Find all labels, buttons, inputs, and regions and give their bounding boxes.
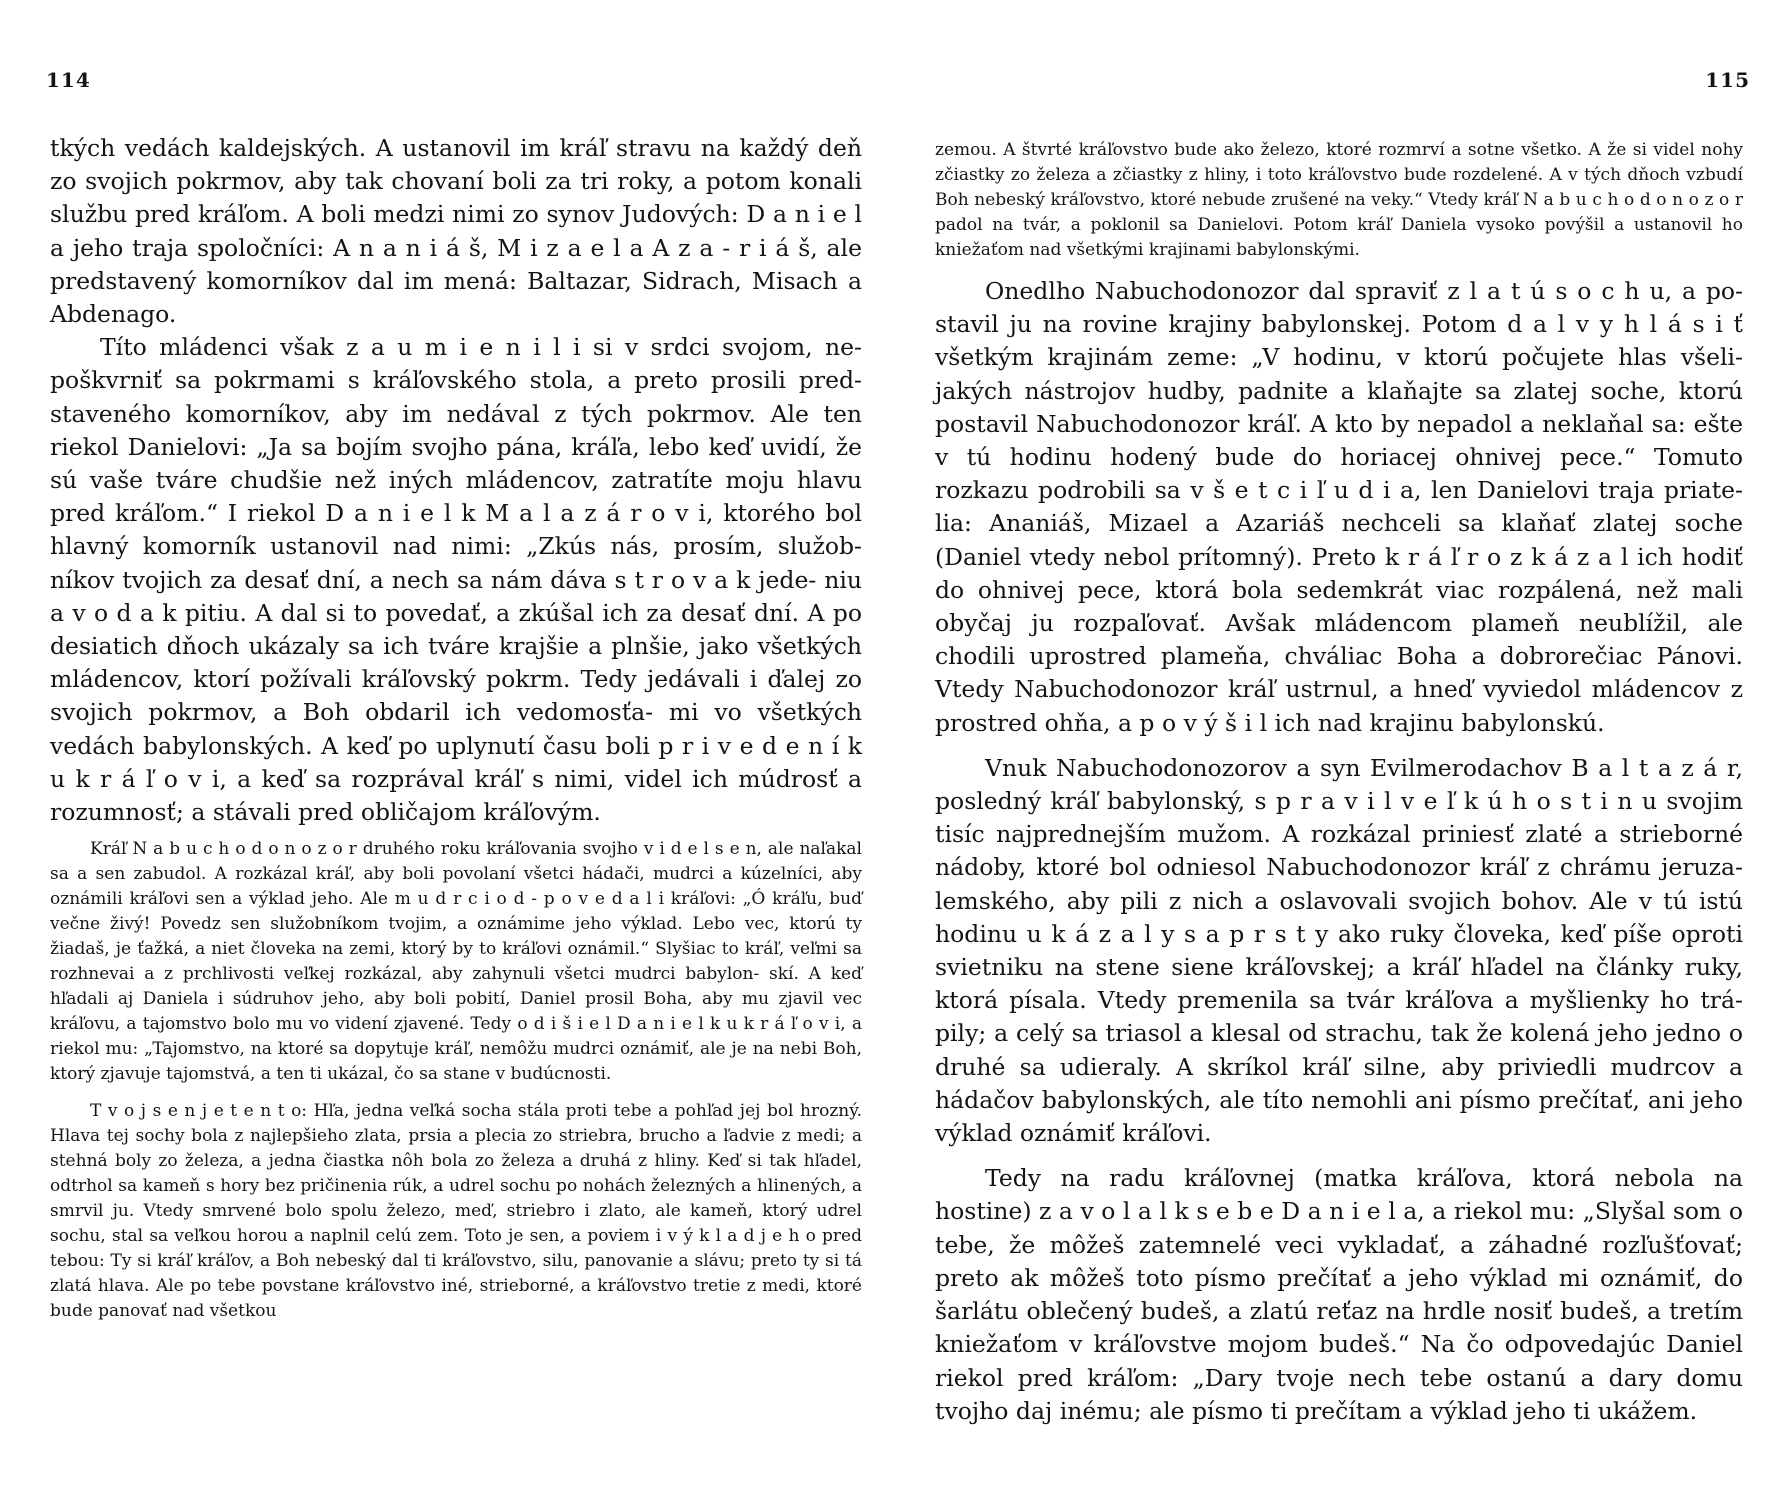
- paragraph: Kráľ N a b u c h o d o n o z o r druhého roku kráľovania svojho v i d e l s e n, ale naľakal sa a sen zabudol. A rozkázal kráľ, aby boli povolaní všetci hádači, mudrci a kúzelníci, aby oznámili kráľovi sen a výklad jeho. Ale m u d r c i o d - p o v e d a l i kráľovi: „Ó kráľu, buď večne živý! Povedz sen služobníkom tvojim, a oznámime jeho výklad. Lebo vec, ktorú ty žiadaš, je ťažká, a niet človeka na zemi, ktorý by to kráľovi oznámil.“ Slyšiac to kráľ, veľmi sa rozhnevai a z prchlivosti veľkej rozkázal, aby zahynuli všetci mudrci babylon- skí. A keď hľadali aj Daniela i súdruhov jeho, aby boli pobití, Daniel prosil Boha, aby mu zjavil vec kráľovu, a tajomstvo bolo mu vo videní zjavené. Tedy o d i š i e l D a n i e l k u k r á ľ o v i, a riekol mu: „Tajomstvo, na ktoré sa dopytuje kráľ, nemôžu mudrci oznámiť, ale je na nebi Boh, ktorý zjavuje tajomstvá, a ten ti ukázal, čo sa stane v budúcnosti.: [50, 839, 862, 1085]
- left-text-column: [50, 132, 862, 1324]
- paragraph: Onedlho Nabuchodonozor dal spraviť z l a t ú s o c h u, a po- stavil ju na rovine krajiny babylonskej. Potom d a l v y h l á s i ť všetkým krajinám zeme: „V hodinu, v ktorú počujete hlas všeli- jakých nástrojov hudby, padnite a klaňajte sa zlatej soche, ktorú postavil Nabuchodonozor kráľ. A kto by nepadol a neklaňal sa: ešte v tú hodinu hodený bude do horiacej ohnivej pece.“ Tomuto rozkazu podrobili sa v š e t c i ľ u d i a, len Danielovi traja priate- lia: Ananiáš, Mizael a Azariáš nechceli sa klaňať zlatej soche (Daniel vtedy nebol prítomný). Preto k r á ľ r o z k á z a l ich hodiť do ohnivej pece, ktorá bola sedemkrát viac rozpálená, než mali obyčaj ju rozpaľovať. Avšak mládencom plameň neublížil, ale chodili uprostred plameňa, chváliac Boha a dobrorečiac Pánovi. Vtedy Nabuchodonozor kráľ ustrnul, a hneď vyviedol mládencov z prostred ohňa, a p o v ý š i l ich nad krajinu babylonskú.: [935, 277, 1743, 737]
- paragraph: Tedy na radu kráľovnej (matka kráľova, ktorá nebola na hostine) z a v o l a l k s e b e D a n i e l a, a riekol mu: „Slyšal som o tebe, že môžeš zatemnelé veci vykladať, a záhadné rozľušťovať; preto ak môžeš toto písmo prečítať a jeho výklad mi oznámiť, do šarlátu oblečený budeš, a zlatú reťaz na hrdle nosiť budeš, a tretím kniežaťom v kráľovstve mojom budeš.“ Na čo odpovedajúc Daniel riekol pred kráľom: „Dary tvoje nech tebe ostanú a dary domu tvojho daj inému; ale písmo ti prečítam a výklad jeho ti ukážem.: [935, 1164, 1743, 1425]
- paragraph: T v o j s e n j e t e n t o: Hľa, jedna veľká socha stála proti tebe a pohľad jej bol hrozný. Hlava tej sochy bola z najlepšieho zlata, prsia a plecia zo striebra, brucho a ľadvie z medi; a stehná boly zo železa, a jedna čiastka nôh bola zo železa a druhá z hliny. Keď si tak hľadel, odtrhol sa kameň s hory bez pričinenia rúk, a udrel sochu po nohách železných a hlinených, a smrvil ju. Vtedy smrvené bolo spolu železo, meď, striebro i zlato, ale kameň, ktorý udrel sochu, stal sa veľkou horou a naplnil celú zem. Toto je sen, a poviem i v ý k l a d j e h o pred tebou: Ty si kráľ kráľov, a Boh nebeský dal ti kráľovstvo, silu, panovanie a slávu; preto ty si tá zlatá hlava. Ale po tebe povstane kráľovstvo iné, strieborné, a kráľovstvo tretie z medi, ktoré bude panovať nad všetkou: [50, 1101, 862, 1322]
- page-number-left: 114: [46, 68, 91, 92]
- right-page: [889, 0, 1778, 1500]
- paragraph: Vnuk Nabuchodonozorov a syn Evilmerodachov B a l t a z á r, posledný kráľ babylonský, s p r a v i l v e ľ k ú h o s t i n u svojim tisíc najprednejším mužom. A rozkázal priniesť zlaté a strieborné nádoby, ktoré bol odniesol Nabuchodonozor kráľ z chrámu jeruza- lemského, aby pili z nich a oslavovali svojich bohov. Ale v tú istú hodinu u k á z a l y s a p r s t y ako ruky človeka, keď píše oproti svietniku na stene siene kráľovskej; a kráľ hľadel na články ruky, ktorá písala. Vtedy premenila sa tvár kráľova a myšlienky ho trá- pily; a celý sa triasol a klesal od strachu, tak že kolená jeho jedno o druhé sa udieraly. A skríkol kráľ silne, aby priviedli mudrcov a hádačov babylonských, ale títo nemohli ani písmo prečítať, ani jeho výklad oznámiť kráľovi.: [935, 753, 1743, 1148]
- paragraph: Títo mládenci však z a u m i e n i l i si v srdci svojom, ne- poškvrniť sa pokrmami s kráľovského stola, a preto prosili pred- staveného komorníkov, aby im nedával z tých pokrmov. Ale ten riekol Danielovi: „Ja sa bojím svojho pána, kráľa, lebo keď uvidí, že sú vaše tváre chudšie než iných mládencov, zatratíte moju hlavu pred kráľom.“ I riekol D a n i e l k M a l a z á r o v i, ktorého bol hlavný komorník ustanovil nad nimi: „Zkús nás, prosím, služob- níkov tvojich za desať dní, a nech sa nám dáva s t r o v a k jede- niu a v o d a k pitiu. A dal si to povedať, a zkúšal ich za desať dní. A po desiatich dňoch ukázaly sa ich tváre krajšie a plnšie, jako všetkých mládencov, ktorí požívali kráľovský pokrm. Tedy jedávali i ďalej zo svojich pokrmov, a Boh obdaril ich vedomosťa- mi vo všetkých vedách babylonských. A keď po uplynutí času boli p r i v e d e n í k u k r á ľ o v i, a keď sa rozprával kráľ s nimi, videl ich múdrosť a rozumnosť; a stávali pred obličajom kráľovým.: [50, 333, 862, 827]
- paragraph: tkých vedách kaldejských. A ustanovil im kráľ stravu na každý deň zo svojich pokrmov, aby tak chovaní boli za tri roky, a potom konali službu pred kráľom. A boli medzi nimi zo synov Judových: D a n i e l a jeho traja spoločníci: A n a n i á š, M i z a e l a A z a - r i á š, ale predstavený komorníkov dal im mená: Baltazar, Sidrach, Misach a Abdenago.: [50, 134, 862, 329]
- right-text-column: [935, 138, 1743, 1428]
- paragraph: zemou. A štvrté kráľovstvo bude ako železo, ktoré rozmrví a sotne všetko. A že si videl nohy zčiastky zo železa a zčiastky z hliny, i toto kráľovstvo bude rozdelené. A v tých dňoch vzbudí Boh nebeský kráľovstvo, ktoré nebude zrušené na veky.“ Vtedy kráľ N a b u c h o d o n o z o r padol na tvár, a poklonil sa Danielovi. Potom kráľ Daniela vysoko povýšil a ustanovil ho kniežaťom nad všetkými krajinami babylonskými.: [935, 140, 1743, 260]
- page-number-right: 115: [1705, 68, 1750, 92]
